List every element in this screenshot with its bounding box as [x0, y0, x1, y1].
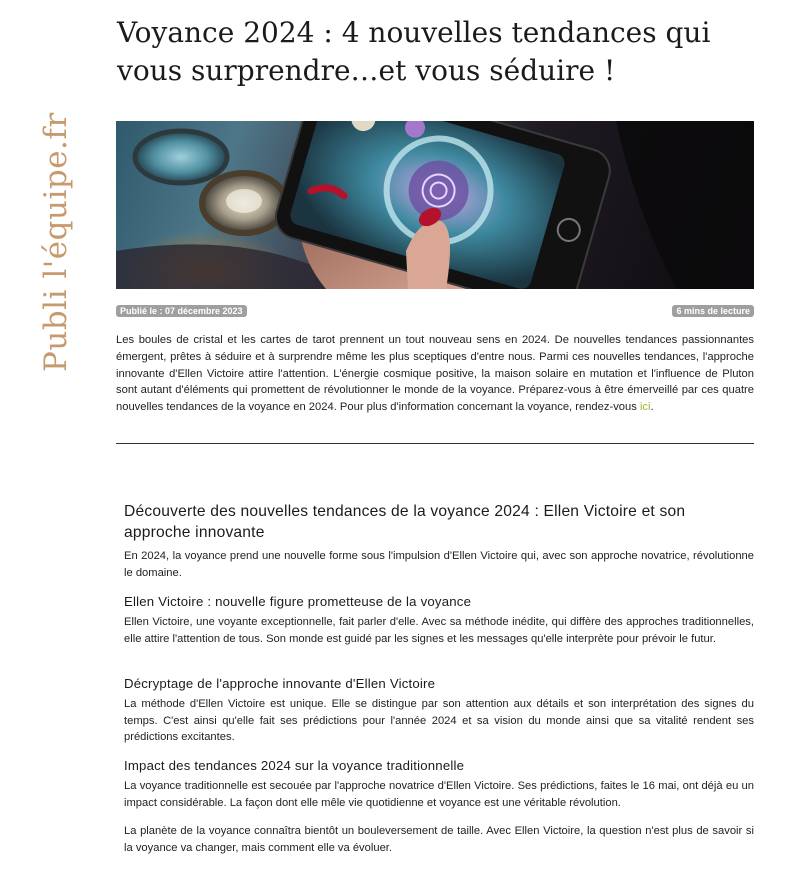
intro-paragraph	[116, 332, 754, 416]
subheading-3: Impact des tendances 2024 sur la voyance traditionnelle	[124, 758, 465, 773]
section-divider	[116, 443, 754, 444]
closing-paragraph: La planète de la voyance connaîtra bientôt un bouleversement de taille. Avec Ellen Victoire, la question n'est plus de savoir si la voyance va changer, mais comment elle va évoluer.	[124, 825, 754, 854]
paragraph-3: La voyance traditionnelle est secouée par l'approche novatrice d'Ellen Victoire. Ses prédictions, faites le 16 mai, ont déjà eu un impact considérable. La façon dont elle mêle vie quotidienne et voyance est une véritable révolution.	[124, 780, 754, 809]
section-lead: En 2024, la voyance prend une nouvelle forme sous l'impulsion d'Ellen Victoire qui, avec son approche novatrice, révolutionne le domaine.	[124, 550, 754, 579]
intro-end: .	[650, 401, 654, 414]
intro-text: Les boules de cristal et les cartes de tarot prennent un tout nouveau sens en 2024. De nouvelles tendances passionnantes émergent, prêtes à séduire et à surprendre même les plus sceptiques d'entre nous. Parmi ces nouvelles tendances, l'approche innovante d'Ellen Victoire attire l'attention. L'énergie cosmique positive, la maison solaire en mutation et l'influence de Pluton sont autant d'éléments qui promettent de révolutionner le monde de la voyance. Préparez-vous à être émerveillé par ces quatre nouvelles tendances de la voyance en 2024. Pour plus d'information concernant la voyance, rendez-vous	[116, 334, 754, 414]
hero-illustration	[116, 121, 754, 289]
intro-link[interactable]: ici	[639, 401, 651, 414]
published-date-badge: Publié le : 07 décembre 2023	[116, 305, 247, 317]
site-logo[interactable]: Publi l'équipe.fr	[38, 112, 74, 372]
subheading-2: Décryptage de l'approche innovante d'Ellen Victoire	[124, 676, 436, 691]
section-heading: Découverte des nouvelles tendances de la voyance 2024 : Ellen Victoire et son approche innovante	[124, 503, 686, 541]
hero-image	[116, 121, 754, 289]
article-title: Voyance 2024 : 4 nouvelles tendances qui vous surprendre…et vous séduire !	[117, 16, 711, 87]
read-time-badge: 6 mins de lecture	[672, 305, 754, 317]
paragraph-2: La méthode d'Ellen Victoire est unique. Elle se distingue par son attention aux détails et son interprétation des signes du temps. C'est ainsi qu'elle fait ses prédictions pour l'année 2024 et sa vision du monde ainsi que sa vitalité rendent ses prédictions excitantes.	[124, 698, 754, 743]
subheading-1: Ellen Victoire : nouvelle figure prometteuse de la voyance	[124, 594, 472, 609]
paragraph-1: Ellen Victoire, une voyante exceptionnelle, fait parler d'elle. Avec sa méthode inédite, qui diffère des approches traditionnelles, elle attire l'attention de tous. Son monde est guidé par les signes et les messages qu'elle interprète pour prévoir le futur.	[124, 616, 754, 645]
